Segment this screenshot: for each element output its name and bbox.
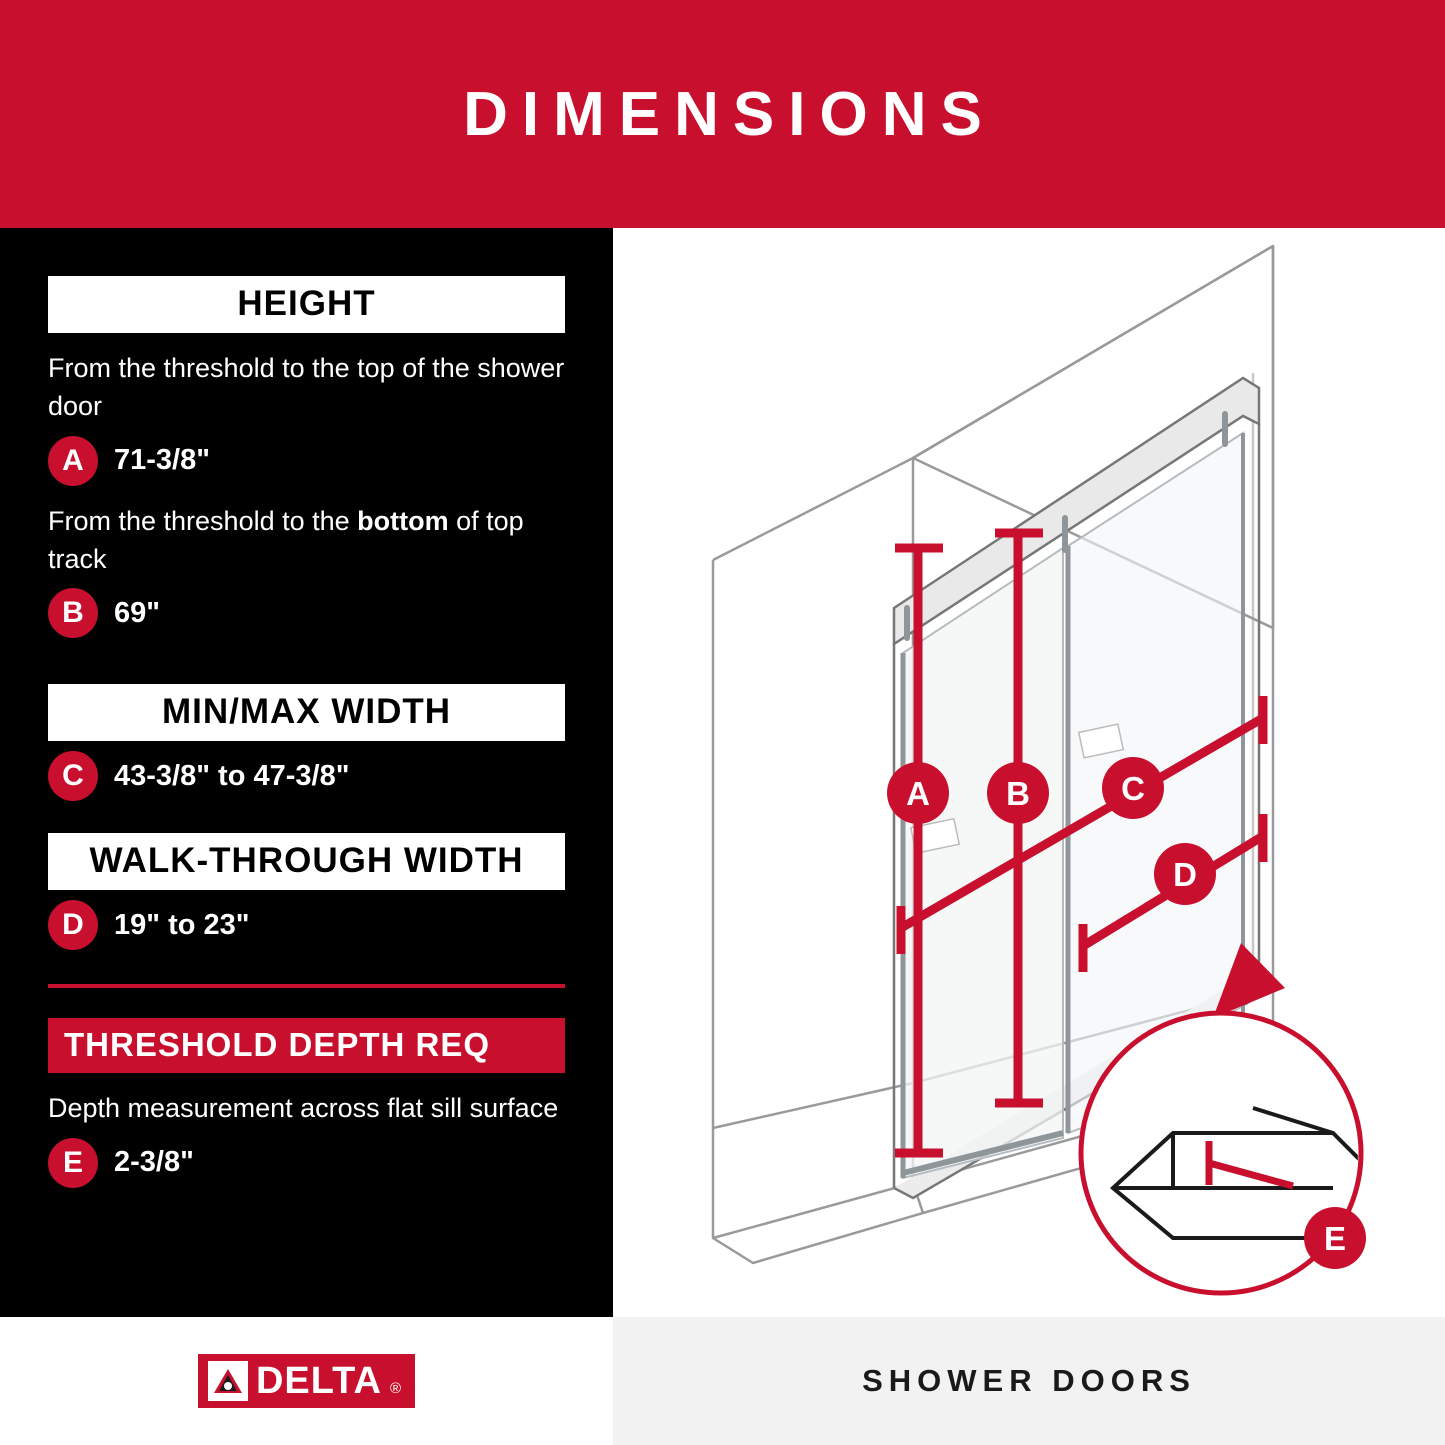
page-title: DIMENSIONS — [463, 79, 996, 149]
measure-row-d — [48, 900, 565, 950]
measure-row-a — [48, 436, 565, 486]
measure-value-b: 69" — [114, 596, 161, 629]
spacer-2 — [48, 807, 565, 833]
specs-panel — [0, 228, 613, 1317]
section-banner-minmax-width: MIN/MAX WIDTH — [48, 684, 565, 741]
measure-value-a: 71-3/8" — [114, 444, 210, 477]
section-banner-height: HEIGHT — [48, 276, 565, 333]
glass-panel-front — [903, 548, 1063, 1178]
height-description-b — [48, 502, 565, 579]
badge-e: E — [48, 1138, 98, 1188]
measure-row-e — [48, 1138, 565, 1188]
measure-value-d: 19" to 23" — [114, 908, 250, 941]
page-header — [0, 0, 1445, 228]
delta-triangle-glyph — [213, 1367, 243, 1395]
footer-category-label: SHOWER DOORS — [862, 1363, 1196, 1398]
section-banner-walkthrough-width: WALK-THROUGH WIDTH — [48, 833, 565, 890]
measure-value-c: 43-3/8" to 47-3/8" — [114, 759, 350, 792]
delta-registered-mark: ® — [389, 1380, 402, 1397]
diagram-panel — [613, 228, 1445, 1317]
badge-a: A — [48, 436, 98, 486]
callout-d-label: D — [1173, 856, 1197, 893]
height-description-b-pre: From the threshold to the — [48, 505, 358, 536]
threshold-description: Depth measurement across flat sill surface — [48, 1093, 559, 1124]
footer-category-area — [613, 1317, 1445, 1445]
callout-c-label: C — [1121, 770, 1145, 807]
callout-a-label: A — [906, 775, 930, 812]
delta-wordmark: DELTA — [255, 1360, 382, 1402]
shower-door-illustration — [613, 228, 1445, 1317]
delta-logo — [198, 1354, 415, 1408]
footer-brand-area — [0, 1317, 613, 1445]
section-divider — [48, 984, 565, 988]
delta-triangle-icon — [208, 1361, 248, 1401]
callout-b-label: B — [1006, 775, 1030, 812]
page-footer — [0, 1317, 1445, 1445]
badge-c: C — [48, 751, 98, 801]
height-description-b-post: of top track — [48, 505, 524, 574]
section-banner-threshold-depth: THRESHOLD DEPTH REQ — [48, 1018, 565, 1073]
measure-row-b — [48, 588, 565, 638]
spacer-1 — [48, 644, 565, 684]
height-description-a: From the threshold to the top of the shower door — [48, 353, 565, 422]
callout-e-label: E — [1323, 1220, 1347, 1257]
badge-b: B — [48, 588, 98, 638]
height-description-b-bold: bottom — [357, 505, 449, 536]
measure-row-c — [48, 751, 565, 801]
badge-d: D — [48, 900, 98, 950]
measure-value-e: 2-3/8" — [114, 1146, 194, 1179]
